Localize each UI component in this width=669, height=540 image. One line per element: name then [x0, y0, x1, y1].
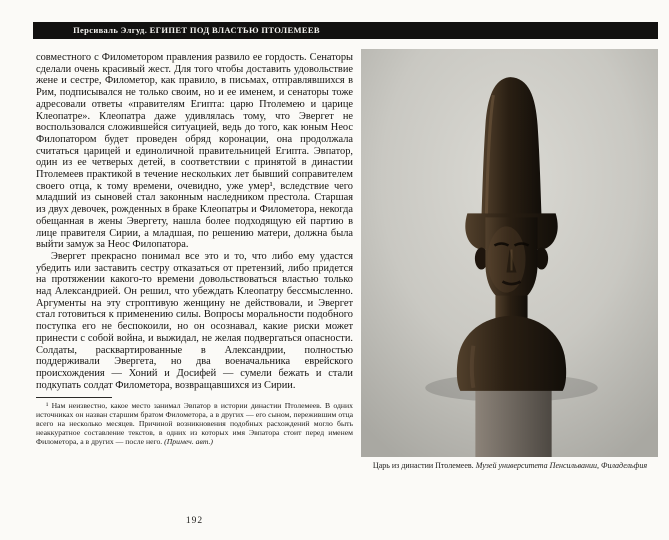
footnote-text: ¹ Нам неизвестно, какое место занимал Эвпатор в истории династии Птолемеев. В одних источниках он назван старшим братом Филометора, а в других — его сыном, пережившим отца всего на несколько месяцев. Причиной возникновения подобных расхождений могло быть неаккуратное составление текстов, в одних из которых имя Эвпатора стоит перед именем Филометора, а в других — после него.	[36, 401, 353, 447]
body-paragraph: совместного с Филометором правления развило ее гордость. Сенаторы сделали очень красивый жест. Для того чтобы доставить удовольствие жене и сестре, Филометор, как правило, в письмах, отправлявшихся в Рим, подписывался не только своим, но и ее именем, и сенаторы тоже адресовали ответы «правителям Египта: царю Птолемею и царице Клеопатре». Клеопатра даже удивлялась тому, что Эвергет не воспользовался сложившейся ситуацией, ведь до того, как юным Неос Филопатором будет проведен обряд коронации, она продолжала считаться царицей и единоличной правительницей Египта. Эвпатор, один из ее четверых детей, в соответствии с принятой в династии Птолемеев практикой в течение нескольких лет бывший соправителем своего отца, к тому времени, очевидно, уже умер¹, вследствие чего младший из сыновей стал законным наследником престола. Старшая из двух девочек, рожденных в браке Клеопатры и Филометора, некогда обещанная в жены Эвергету, нашла более подходящую ей партию в лице правителя Сирии, а младшая, по решению матери, должна была выйти замуж за Неос Филопатора.	[36, 52, 353, 251]
footnote-divider	[36, 397, 112, 398]
footnote	[36, 401, 353, 446]
left-page	[36, 52, 353, 446]
page-number: 192	[185, 516, 204, 526]
right-page	[361, 49, 658, 509]
body-paragraph: Эвергет прекрасно понимал все это и то, что либо ему удастся убедить или заставить сестру отказаться от претензий, либо придется на протяжении какого-то времени довольствоваться властью только над Александрией. Он решил, что убеждать Клеопатру бессмысленно. Аргументы на эту строптивую женщину не действовали, и Эвергет стал готовиться к применению силы. Вопросы моральности подобного поступка его не беспокоили, но он осознавал, какие риски может принести с собой война, и выжидал, не желая подвергаться опасности. Солдаты, расквартированные в Александрии, полностью поддерживали Эвергета, но два военачальника еврейского происхождения — Хоний и Досифей — сумели бежать и стали подкупать солдат Филометора, возвращавшихся из Сирии.	[36, 250, 353, 391]
photo-caption	[370, 461, 650, 471]
running-header	[33, 22, 658, 39]
running-header-title: Персиваль Элгуд. ЕГИПЕТ ПОД ВЛАСТЬЮ ПТОЛЕМЕЕВ	[73, 25, 320, 35]
caption-source: Музей университета Пенсильвании, Филадельфия	[475, 461, 648, 470]
pharaoh-bust-illustration	[361, 49, 658, 457]
caption-title: Царь из династии Птолемеев.	[372, 461, 476, 470]
pharaoh-bust-photo	[361, 49, 658, 457]
footnote-attribution: (Примеч. авт.)	[164, 437, 213, 447]
